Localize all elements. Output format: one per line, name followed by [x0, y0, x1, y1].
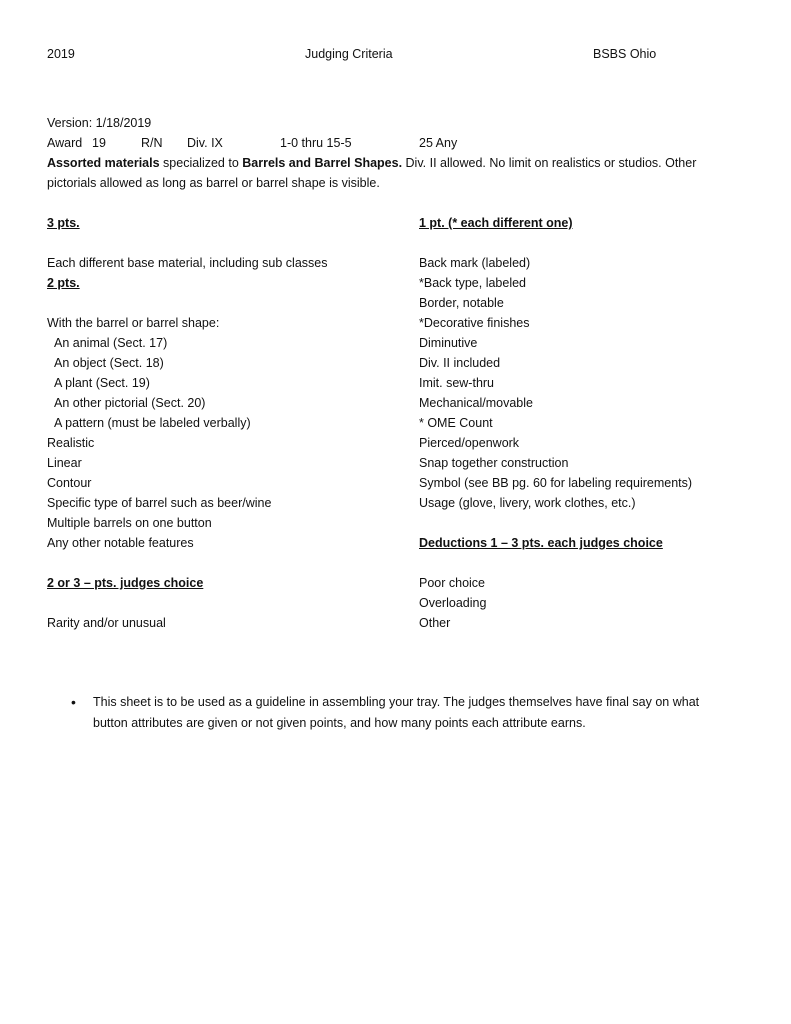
sub-item-animal: An animal (Sect. 17) — [54, 336, 168, 350]
item-pierced: Pierced/openwork — [419, 436, 520, 450]
item-back-mark: Back mark (labeled) — [419, 256, 531, 270]
deduction-overloading: Overloading — [419, 596, 487, 610]
award-line — [47, 133, 747, 153]
award-range: 1-0 thru 15-5 — [280, 136, 352, 150]
item-decorative-finishes: *Decorative finishes — [419, 316, 530, 330]
desc-text-1: specialized to — [159, 156, 243, 170]
desc-text-2: Div. II allowed. No limit on realistics or studios. Other — [402, 156, 697, 170]
heading-1-pt: 1 pt. (* each different one) — [419, 216, 573, 230]
item-snap-together: Snap together construction — [419, 456, 569, 470]
heading-2-or-3-pts: 2 or 3 – pts. judges choice — [47, 576, 204, 590]
right-column — [419, 213, 692, 633]
heading-2-pts: 2 pts. — [47, 276, 80, 290]
header-org: BSBS Ohio — [593, 47, 657, 61]
item-base-material: Each different base material, including sub classes — [47, 256, 328, 270]
bullet-icon: • — [71, 694, 76, 710]
desc-bold-barrels: Barrels and Barrel Shapes. — [242, 156, 403, 170]
award-division: Div. IX — [187, 136, 223, 150]
deduction-other: Other — [419, 616, 451, 630]
header-year: 2019 — [47, 47, 75, 61]
item-ome-count: * OME Count — [419, 416, 493, 430]
item-mechanical: Mechanical/movable — [419, 396, 533, 410]
item-rarity: Rarity and/or unusual — [47, 616, 166, 630]
award-any: 25 Any — [419, 136, 458, 150]
deduction-poor-choice: Poor choice — [419, 576, 486, 590]
left-column — [47, 213, 327, 633]
sub-item-plant: A plant (Sect. 19) — [54, 376, 150, 390]
sub-item-pattern: A pattern (must be labeled verbally) — [54, 416, 251, 430]
heading-3-pts: 3 pts. — [47, 216, 80, 230]
item-back-type: *Back type, labeled — [419, 276, 527, 290]
description-line-1 — [47, 153, 747, 173]
award-number: 19 — [92, 136, 106, 150]
heading-deductions: Deductions 1 – 3 pts. each judges choice — [419, 536, 663, 550]
guideline-note: This sheet is to be used as a guideline in assembling your tray. The judges themselves have final say on what button attributes are given or not given points, and how many points each attribute earns. — [93, 695, 700, 730]
item-imit-sew-thru: Imit. sew-thru — [419, 376, 495, 390]
item-other-features: Any other notable features — [47, 536, 194, 550]
item-multiple-barrels: Multiple barrels on one button — [47, 516, 212, 530]
intro-section — [47, 113, 747, 193]
header-title: Judging Criteria — [305, 47, 393, 61]
award-label: Award — [47, 136, 83, 150]
item-barrel-lead: With the barrel or barrel shape: — [47, 316, 220, 330]
item-usage: Usage (glove, livery, work clothes, etc.) — [419, 496, 636, 510]
item-linear: Linear — [47, 456, 82, 470]
description-line-2: pictorials allowed as long as barrel or barrel shape is visible. — [47, 176, 380, 190]
item-div-ii: Div. II included — [419, 356, 501, 370]
version-line: Version: 1/18/2019 — [47, 116, 152, 130]
desc-bold-materials: Assorted materials — [47, 156, 160, 170]
item-border: Border, notable — [419, 296, 504, 310]
item-realistic: Realistic — [47, 436, 95, 450]
sub-item-other-pictorial: An other pictorial (Sect. 20) — [54, 396, 206, 410]
item-specific-type: Specific type of barrel such as beer/wine — [47, 496, 272, 510]
item-symbol: Symbol (see BB pg. 60 for labeling requirements) — [419, 476, 693, 490]
sub-item-object: An object (Sect. 18) — [54, 356, 164, 370]
item-contour: Contour — [47, 476, 92, 490]
item-diminutive: Diminutive — [419, 336, 478, 350]
award-rn: R/N — [141, 136, 163, 150]
